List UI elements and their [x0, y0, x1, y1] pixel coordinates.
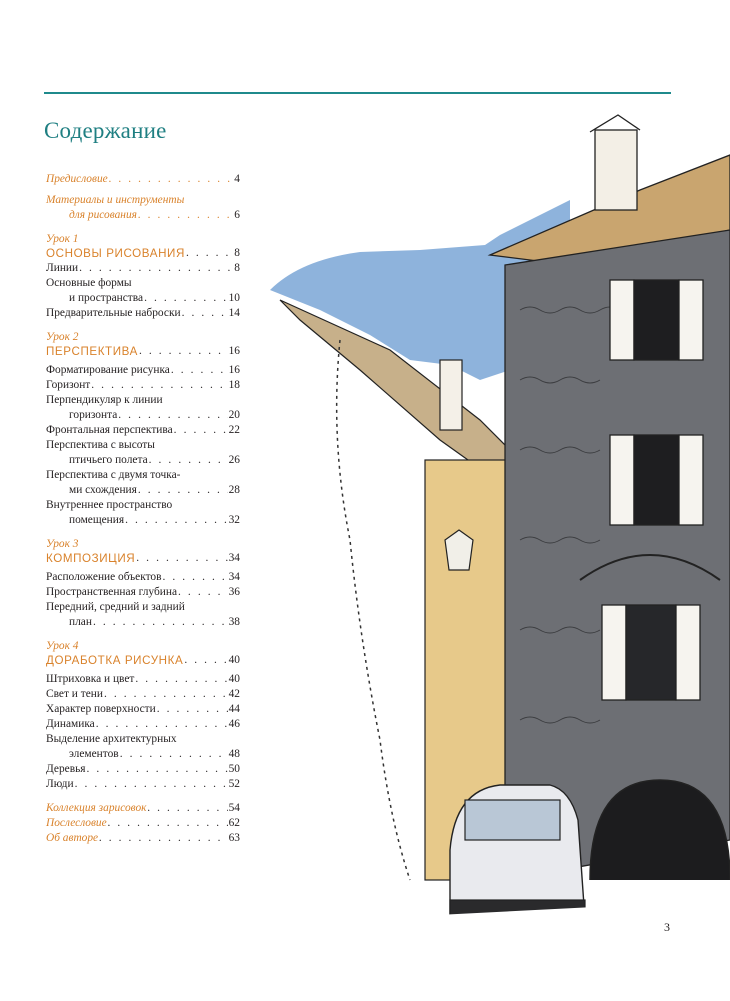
- toc-entry-line1[interactable]: Выделение архитектурных: [46, 733, 177, 745]
- page-ref: 4: [234, 173, 240, 185]
- toc-entry[interactable]: Свет и тени . . . 42: [46, 687, 240, 702]
- page-ref: 63: [228, 832, 240, 844]
- toc-entry-collection[interactable]: Коллекция зарисовок . . . 54: [46, 801, 240, 816]
- lesson-label: Урок 3: [46, 538, 79, 550]
- page-ref: 52: [228, 778, 240, 790]
- house-sketch-illustration: [240, 20, 730, 960]
- page-ref: 32: [228, 514, 240, 526]
- page-ref: 8: [234, 262, 240, 274]
- toc-entry[interactable]: птичьего полета . . . 26: [46, 453, 240, 468]
- toc-lesson-title[interactable]: ДОРАБОТКА РИСУНКА . . . 40: [46, 653, 240, 668]
- toc-entry[interactable]: Расположение объектов . . . 34: [46, 570, 240, 585]
- toc-entry-line1[interactable]: Основные формы: [46, 277, 132, 289]
- page-number: 3: [664, 920, 670, 934]
- page-ref: 22: [228, 424, 240, 436]
- toc-entry[interactable]: ми схождения . . . 28: [46, 483, 240, 498]
- page-ref: 34: [228, 571, 240, 583]
- page-ref: 36: [228, 586, 240, 598]
- page-ref: 38: [228, 616, 240, 628]
- toc-entry-line1[interactable]: Передний, средний и задний: [46, 601, 185, 613]
- toc-lesson-title[interactable]: ПЕРСПЕКТИВА . . . 16: [46, 344, 240, 359]
- page-ref: 46: [228, 718, 240, 730]
- toc-entry-preface[interactable]: Предисловие . . . 4: [46, 172, 240, 187]
- page-ref: 20: [228, 409, 240, 421]
- toc-entry[interactable]: Горизонт . . . 18: [46, 378, 240, 393]
- page-ref: 42: [228, 688, 240, 700]
- toc-entry[interactable]: Пространственная глубина . . . 36: [46, 585, 240, 600]
- toc-entry-line1[interactable]: Перпендикуляр к линии: [46, 394, 163, 406]
- page-ref: 10: [228, 292, 240, 304]
- toc-lesson-title[interactable]: ОСНОВЫ РИСОВАНИЯ . . . 8: [46, 246, 240, 261]
- toc-entry-materials-line1[interactable]: Материалы и инструменты: [46, 194, 185, 206]
- toc-entry[interactable]: Предварительные наброски . . . 14: [46, 306, 240, 321]
- page-ref: 8: [234, 247, 240, 259]
- page-ref: 44: [228, 703, 240, 715]
- page-ref: 16: [228, 364, 240, 376]
- toc-entry-line1[interactable]: Перспектива с двумя точка-: [46, 469, 181, 481]
- toc-entry[interactable]: помещения . . . 32: [46, 513, 240, 528]
- toc-entry-author[interactable]: Об авторе . . . 63: [46, 831, 240, 846]
- toc-entry[interactable]: элементов . . . 48: [46, 747, 240, 762]
- toc-entry-line1[interactable]: Перспектива с высоты: [46, 439, 155, 451]
- lesson-label: Урок 1: [46, 233, 79, 245]
- toc-entry[interactable]: горизонта . . . 20: [46, 408, 240, 423]
- page-ref: 50: [228, 763, 240, 775]
- toc-entry[interactable]: Деревья . . . 50: [46, 762, 240, 777]
- toc-entry[interactable]: Динамика . . . 46: [46, 717, 240, 732]
- toc-entry[interactable]: Люди . . . 52: [46, 777, 240, 792]
- page-ref: 16: [228, 345, 240, 357]
- page-ref: 6: [234, 209, 240, 221]
- toc-entry-line1[interactable]: Внутреннее пространство: [46, 499, 173, 511]
- toc-entry[interactable]: Линии . . . 8: [46, 261, 240, 276]
- toc-entry[interactable]: план . . . 38: [46, 615, 240, 630]
- toc-entry[interactable]: Фронтальная перспектива . . . 22: [46, 423, 240, 438]
- page-ref: 40: [228, 673, 240, 685]
- toc-entry-afterword[interactable]: Послесловие . . . 62: [46, 816, 240, 831]
- toc-entry[interactable]: Характер поверхности . . . 44: [46, 702, 240, 717]
- page-ref: 28: [228, 484, 240, 496]
- toc-entry[interactable]: Штриховка и цвет . . . 40: [46, 672, 240, 687]
- toc-entry[interactable]: Форматирование рисунка . . . 16: [46, 363, 240, 378]
- page-ref: 26: [228, 454, 240, 466]
- toc-entry[interactable]: и пространства . . . 10: [46, 291, 240, 306]
- lesson-label: Урок 2: [46, 331, 79, 343]
- page-ref: 18: [228, 379, 240, 391]
- page-ref: 14: [228, 307, 240, 319]
- page-ref: 34: [228, 552, 240, 564]
- toc-entry-materials[interactable]: для рисования . . . 6: [46, 208, 240, 223]
- page-ref: 40: [228, 654, 240, 666]
- toc-lesson-title[interactable]: КОМПОЗИЦИЯ . . . 34: [46, 551, 240, 566]
- table-of-contents: [46, 172, 240, 846]
- page-ref: 54: [228, 802, 240, 814]
- page-ref: 62: [228, 817, 240, 829]
- page-title: Содержание: [44, 118, 167, 143]
- page-ref: 48: [228, 748, 240, 760]
- lesson-label: Урок 4: [46, 640, 79, 652]
